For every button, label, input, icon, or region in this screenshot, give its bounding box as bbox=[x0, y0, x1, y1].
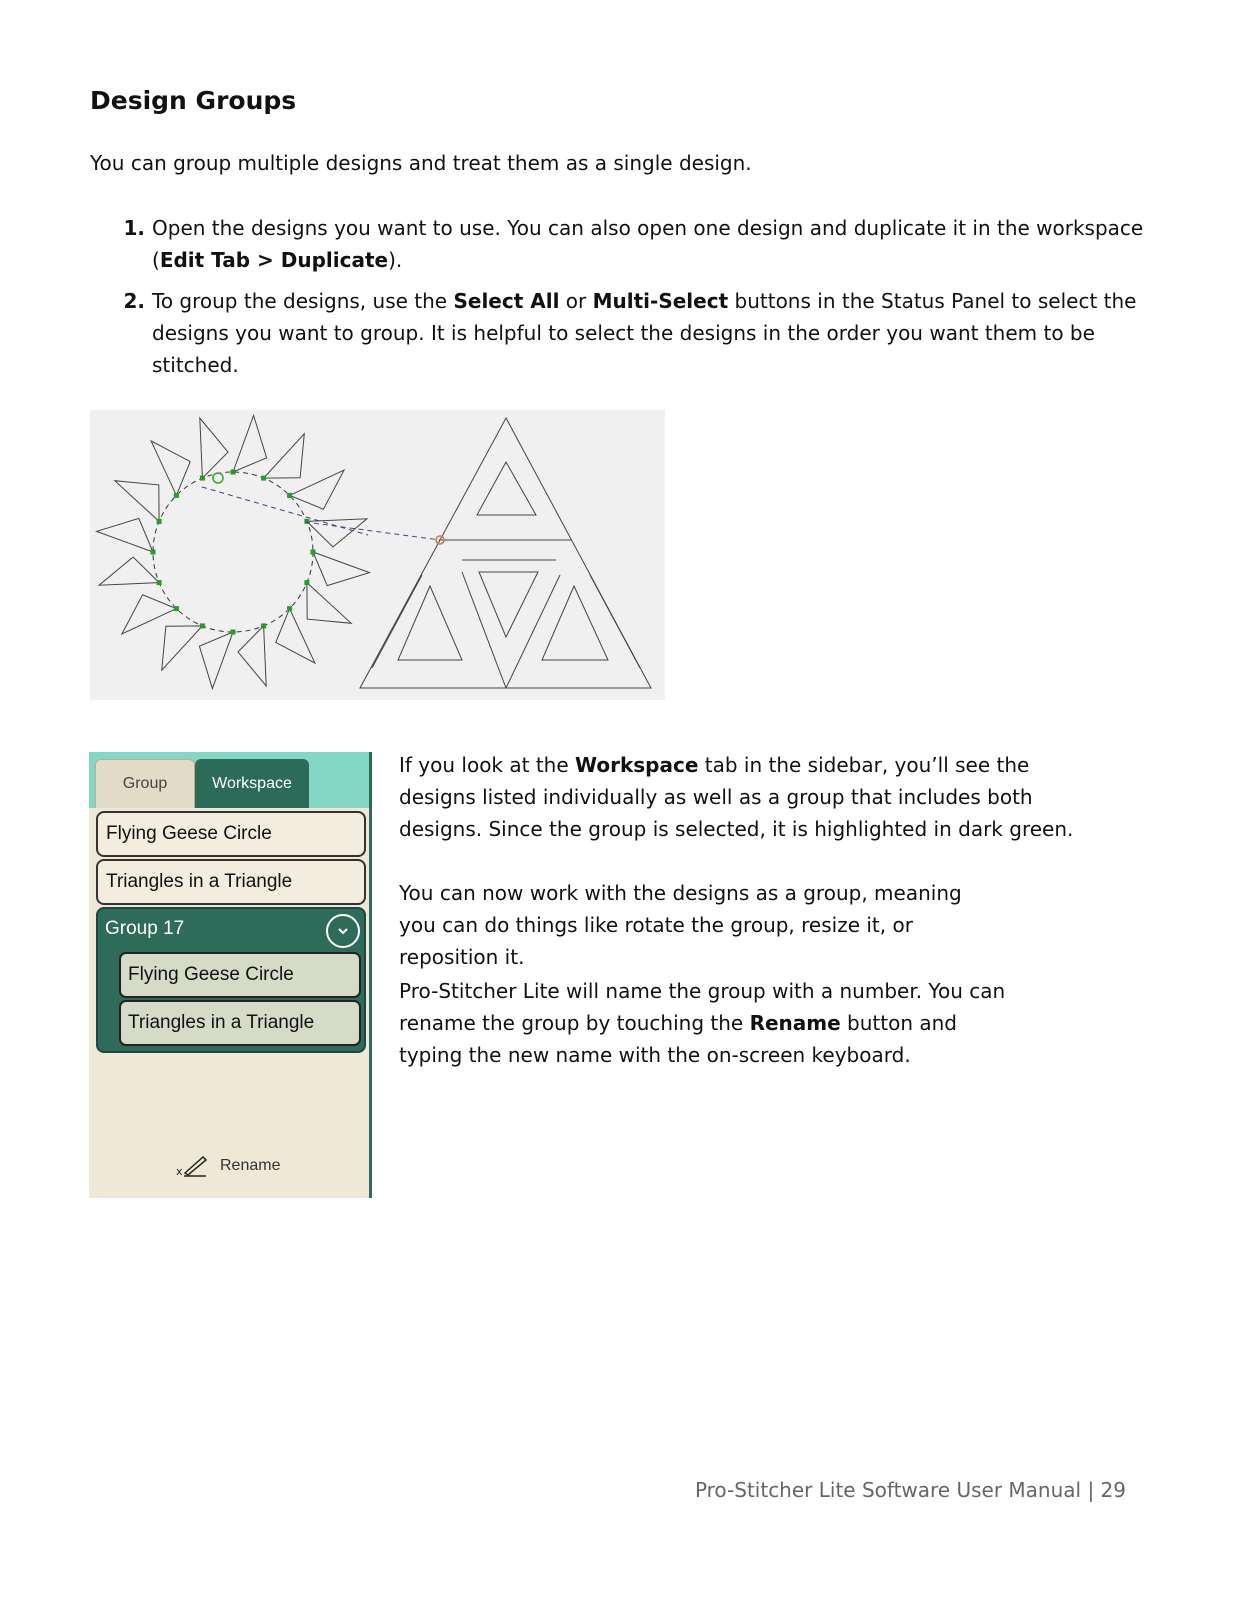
tab-workspace[interactable]: Workspace bbox=[195, 759, 309, 808]
stitch-point bbox=[157, 580, 162, 585]
stitch-point bbox=[151, 550, 156, 555]
stitch-point bbox=[200, 623, 205, 628]
goose-triangle bbox=[199, 632, 233, 689]
goose-triangle bbox=[307, 583, 351, 624]
stitch-point bbox=[157, 519, 162, 524]
group-title: Group 17 bbox=[105, 918, 185, 939]
triangles-in-a-triangle bbox=[360, 418, 651, 688]
stitch-point bbox=[304, 580, 309, 585]
workspace-explanation: If you look at the Workspace tab in the sidebar, you’ll see the designs listed individually as well as a group that includes both designs. Since the group is selected, it is highlighted in dark green. bbox=[399, 753, 1074, 841]
goose-triangle bbox=[99, 557, 159, 585]
goose-triangle bbox=[115, 481, 159, 522]
sidebar-tabbar bbox=[89, 752, 369, 808]
stitch-point bbox=[231, 630, 236, 635]
stitch-point bbox=[287, 606, 292, 611]
goose-triangle bbox=[264, 434, 305, 478]
goose-triangle bbox=[238, 626, 266, 686]
goose-triangle bbox=[313, 552, 370, 586]
stitch-point bbox=[304, 519, 309, 524]
chevron-down-icon[interactable] bbox=[326, 914, 360, 948]
goose-triangle bbox=[233, 416, 267, 473]
goose-triangle bbox=[162, 626, 203, 670]
rename-pencil-icon bbox=[176, 1155, 208, 1177]
stitch-point bbox=[311, 550, 316, 555]
stitch-point bbox=[174, 493, 179, 498]
workspace-group-item[interactable] bbox=[96, 907, 366, 1053]
goose-triangle bbox=[290, 470, 345, 509]
jump-stitch-line-2 bbox=[305, 522, 440, 540]
designs-canvas bbox=[90, 410, 665, 700]
stitch-point bbox=[231, 470, 236, 475]
workspace-item-flying-geese[interactable]: Flying Geese Circle bbox=[96, 811, 366, 857]
workspace-item-triangles[interactable]: Triangles in a Triangle bbox=[96, 859, 366, 905]
steps-list bbox=[90, 212, 1152, 390]
goose-triangle bbox=[122, 595, 176, 634]
step-1: 1. Open the designs you want to use. You can also open one design and duplicate it in the workspace (Edit Tab > Duplicate). bbox=[152, 212, 1152, 276]
svg-text:x: x bbox=[176, 1165, 183, 1177]
page-heading: Design Groups bbox=[90, 86, 297, 115]
step-2: 2. To group the designs, use the Select All or Multi-Select buttons in the Status Panel to select the designs you want to group. It is helpful to select the designs in the order you want them to be stitched. bbox=[152, 285, 1152, 381]
designs-screenshot bbox=[90, 410, 665, 700]
rename-button[interactable] bbox=[176, 1155, 280, 1177]
group-child-triangles[interactable]: Triangles in a Triangle bbox=[119, 1000, 361, 1046]
stitch-point bbox=[261, 476, 266, 481]
tab-group[interactable]: Group bbox=[95, 759, 195, 808]
stitch-point bbox=[200, 476, 205, 481]
group-start-marker bbox=[213, 473, 223, 483]
jump-stitch-line bbox=[202, 487, 368, 535]
goose-triangle bbox=[276, 609, 315, 664]
page-footer: Pro-Stitcher Lite Software User Manual | 29 bbox=[694, 1478, 1126, 1502]
flying-geese-circle bbox=[97, 416, 370, 689]
goose-triangle bbox=[97, 518, 154, 552]
stitch-point bbox=[261, 623, 266, 628]
workspace-sidebar bbox=[89, 752, 372, 1198]
rename-label: Rename bbox=[220, 1157, 281, 1174]
stitch-point bbox=[287, 493, 292, 498]
rename-explanation: Pro-Stitcher Lite will name the group with a number. You can rename the group by touching the Rename button and typing the new name with the on-screen keyboard. bbox=[399, 979, 1006, 1067]
goose-triangle bbox=[200, 418, 228, 478]
goose-triangle bbox=[151, 441, 190, 496]
stitch-point bbox=[174, 606, 179, 611]
geese-stitch-points bbox=[151, 470, 316, 635]
group-usage-text: You can now work with the designs as a group, meaning you can do things like rotate the group, resize it, or reposition it. bbox=[399, 881, 962, 969]
group-child-flying-geese[interactable]: Flying Geese Circle bbox=[119, 952, 361, 998]
intro-text: You can group multiple designs and treat them as a single design. bbox=[90, 151, 752, 175]
